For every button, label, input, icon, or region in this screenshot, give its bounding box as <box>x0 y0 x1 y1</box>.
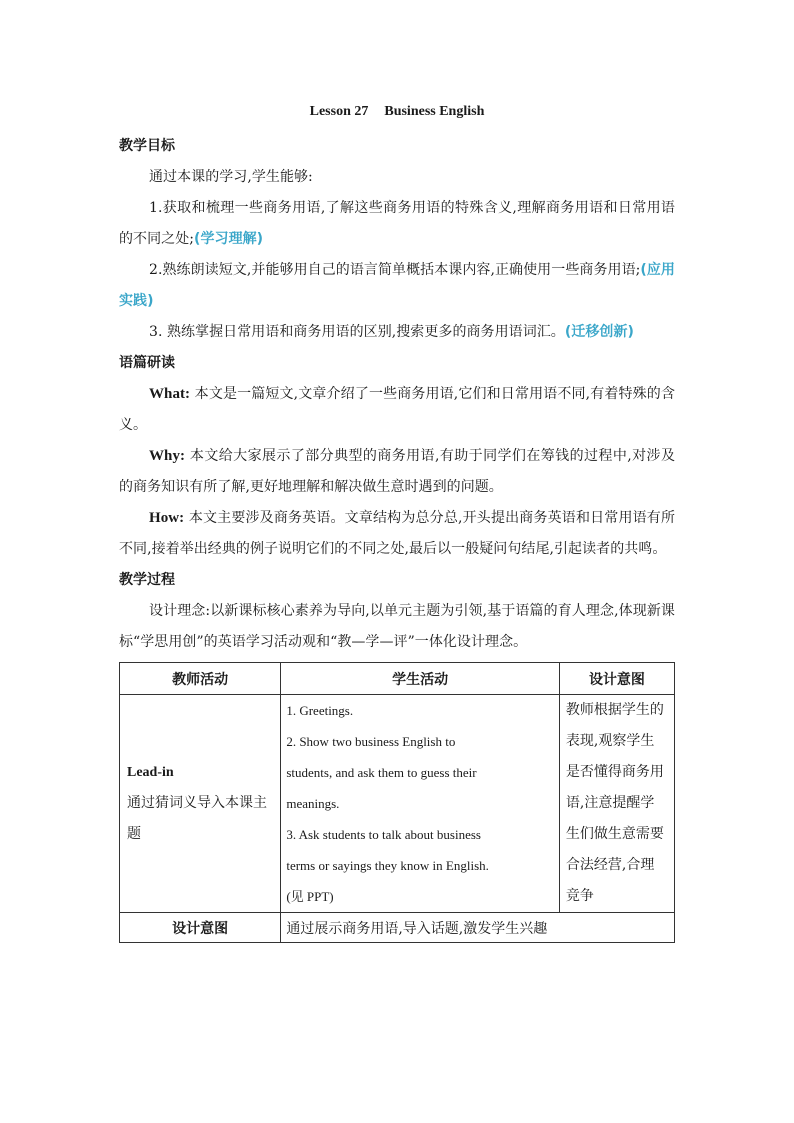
header-student-activity: 学生活动 <box>281 663 560 695</box>
teacher-activity-cell <box>120 695 281 913</box>
student-line: meanings. <box>286 796 340 811</box>
reading-heading: 语篇研读 <box>119 355 175 371</box>
goals-intro: 通过本课的学习,学生能够: <box>149 169 313 185</box>
lesson-name: Business English <box>384 104 485 119</box>
lead-in-desc: 通过猜词义导入本课主题 <box>127 795 267 842</box>
student-line: 2. Show two business English to <box>286 734 456 749</box>
how-text: 本文主要涉及商务英语。文章结构为总分总,开头提出商务英语和日常用语有所不同,接着举出经典的例子说明它们的不同之处,最后以一般疑问句结尾,引起读者的共鸣。 <box>119 510 675 557</box>
student-line: students, and ask them to guess their <box>286 765 477 780</box>
goal-item-3-tag: (迁移创新) <box>564 324 634 340</box>
footer-label: 设计意图 <box>120 913 281 943</box>
table-row <box>120 695 675 913</box>
student-line: 1. Greetings. <box>286 703 354 718</box>
reading-why <box>119 441 675 503</box>
goal-item-2-tag: (应用实践) <box>119 262 675 309</box>
why-label: Why: <box>149 448 186 464</box>
what-label: What: <box>149 386 191 402</box>
student-line: (见 PPT) <box>286 889 334 904</box>
student-line: 3. Ask students to talk about business <box>286 827 481 842</box>
lead-in-title: Lead-in <box>127 765 174 780</box>
reading-how <box>119 503 675 565</box>
goal-item-1-tag: (学习理解) <box>194 231 264 247</box>
goal-item-2-text: 2.熟练朗读短文,并能够用自己的语言简单概括本课内容,正确使用一些商务用语; <box>149 262 641 278</box>
goals-heading: 教学目标 <box>119 138 175 154</box>
design-intent-cell: 教师根据学生的表现,观察学生是否懂得商务用语,注意提醒学生们做生意需要合法经营,合理竞争 <box>559 695 674 913</box>
lesson-number: Lesson 27 <box>309 104 369 119</box>
how-label: How: <box>149 510 185 526</box>
footer-value: 通过展示商务用语,导入话题,激发学生兴趣 <box>281 913 675 943</box>
header-teacher-activity: 教师活动 <box>120 663 281 695</box>
document-page <box>119 100 675 943</box>
design-concept: 设计理念:以新课标核心素养为导向,以单元主题为引领,基于语篇的育人理念,体现新课标“学思用创”的英语学习活动观和“教—学—评”一体化设计理念。 <box>119 603 675 650</box>
header-design-intent: 设计意图 <box>559 663 674 695</box>
what-text: 本文是一篇短文,文章介绍了一些商务用语,它们和日常用语不同,有着特殊的含义。 <box>119 386 675 433</box>
reading-what <box>119 379 675 441</box>
goal-item-1 <box>119 193 675 255</box>
student-line: terms or sayings they know in English. <box>286 858 489 873</box>
goal-item-3-text: 3. 熟练掌握日常用语和商务用语的区别,搜索更多的商务用语词汇。 <box>149 324 565 340</box>
goal-item-2 <box>119 255 675 317</box>
lesson-title <box>119 100 675 124</box>
table-header-row <box>120 663 675 695</box>
teaching-process-table <box>119 662 675 943</box>
goal-item-3 <box>119 317 675 348</box>
process-heading: 教学过程 <box>119 572 175 588</box>
student-activity-cell <box>281 695 560 913</box>
goal-item-1-text: 1.获取和梳理一些商务用语,了解这些商务用语的特殊含义,理解商务用语和日常用语的不同之处; <box>119 200 675 247</box>
why-text: 本文给大家展示了部分典型的商务用语,有助于同学们在筹钱的过程中,对涉及的商务知识有所了解,更好地理解和解决做生意时遇到的问题。 <box>119 448 675 495</box>
table-footer-row <box>120 913 675 943</box>
